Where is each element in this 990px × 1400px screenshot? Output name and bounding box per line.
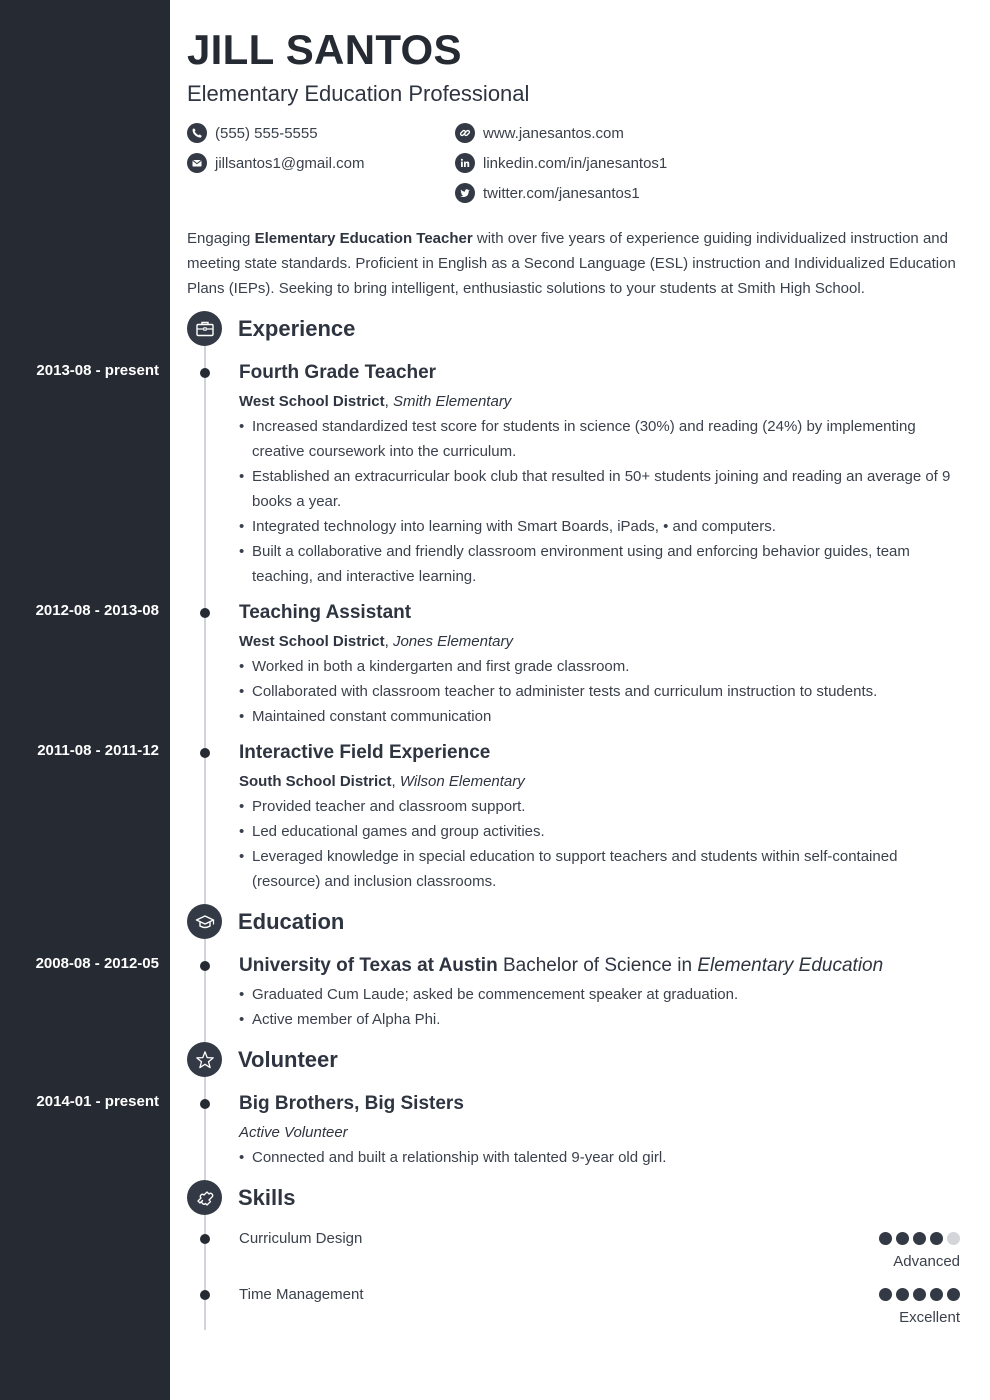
job-title: Fourth Grade Teacher (239, 362, 437, 383)
resume-title: Elementary Education Professional (187, 81, 530, 106)
timeline-line-experience (204, 345, 206, 905)
date-label: 2012-08 - 2013-08 (35, 602, 159, 619)
rating-dot (947, 1232, 960, 1245)
skill-level: Excellent (899, 1309, 960, 1326)
job-employer: West School District, Jones Elementary (239, 633, 513, 650)
volunteer-role (239, 1124, 348, 1141)
website-link[interactable]: www.janesantos.com (483, 124, 624, 142)
list-item: • Worked in both a kindergarten and first grade classroom. (239, 654, 964, 679)
summary-text-end: with over five years of experience guiding individualized instruction and meeting state standards. Proficient in English as a Second Language (ESL) instruction and Individualized Education Plans (IEPs). Seeking to bring intelligent, enthusiastic solutions to your students at Smith High School. (187, 230, 956, 297)
volunteer-org: Big Brothers, Big Sisters (239, 1093, 464, 1114)
education-bullets (239, 982, 964, 1032)
list-item: • Led educational games and group activities. (239, 819, 964, 844)
job-bullets (239, 414, 964, 589)
date-label: 2008-08 - 2012-05 (35, 955, 159, 972)
rating-dot (913, 1288, 926, 1301)
timeline-dot (200, 368, 210, 378)
resume-name: JILL SANTOS (187, 26, 462, 73)
job-title: Interactive Field Experience (239, 742, 491, 763)
volunteer-bullets (239, 1145, 964, 1170)
twitter-icon (455, 183, 475, 203)
list-item: • Collaborated with classroom teacher to administer tests and curriculum instruction to students. (239, 679, 964, 704)
date-label: 2011-08 - 2011-12 (37, 742, 159, 759)
link-icon (455, 123, 475, 143)
education-heading (239, 955, 883, 977)
rating-dot (896, 1288, 909, 1301)
puzzle-icon (187, 1180, 222, 1215)
timeline-line-education (204, 938, 206, 1042)
degree-field: Elementary Education (697, 955, 884, 976)
employer-location: Wilson Elementary (399, 773, 525, 790)
contact-twitter (455, 183, 640, 203)
list-item: • Integrated technology into learning with Smart Boards, iPads, • and computers. (239, 514, 964, 539)
timeline-line-skills (204, 1214, 206, 1330)
volunteer-role-text: Active Volunteer (239, 1124, 348, 1141)
phone-icon (187, 123, 207, 143)
job-employer: West School District, Smith Elementary (239, 393, 512, 410)
date-label: 2013-08 - present (36, 362, 159, 379)
degree-name: Bachelor of Science in (497, 955, 698, 976)
linkedin-icon (455, 153, 475, 173)
phone-text: (555) 555-5555 (215, 124, 318, 142)
summary-text-start: Engaging (187, 230, 255, 247)
timeline-dot (200, 961, 210, 971)
briefcase-icon (187, 311, 222, 346)
employer-name: West School District (239, 393, 385, 410)
envelope-icon (187, 153, 207, 173)
email-link[interactable]: jillsantos1@gmail.com (215, 154, 365, 172)
rating-dot (947, 1288, 960, 1301)
skill-name: Time Management (239, 1286, 364, 1303)
section-title-volunteer: Volunteer (238, 1047, 338, 1072)
sidebar (0, 0, 170, 1400)
employer-name: South School District (239, 773, 392, 790)
job-bullets (239, 794, 964, 894)
school-name: University of Texas at Austin (239, 955, 498, 976)
summary-highlight: Elementary Education Teacher (254, 230, 473, 247)
list-item: • Provided teacher and classroom support. (239, 794, 964, 819)
employer-location: Jones Elementary (392, 633, 513, 650)
twitter-link[interactable]: twitter.com/janesantos1 (483, 184, 640, 202)
summary (187, 226, 962, 301)
contact-email (187, 153, 364, 173)
star-icon (187, 1042, 222, 1077)
contact-website (455, 123, 624, 143)
list-item: • Increased standardized test score for students in science (30%) and reading (24%) by implementing creative coursework into the curriculum. (239, 414, 964, 464)
timeline-line-volunteer (204, 1076, 206, 1180)
list-item: • Leveraged knowledge in special education to support teachers and students within self-contained (resource) and inclusion classrooms. (239, 844, 964, 894)
job-employer: South School District, Wilson Elementary (239, 773, 525, 790)
section-title-education: Education (238, 909, 345, 934)
timeline-dot (200, 748, 210, 758)
contact-phone (187, 123, 318, 143)
list-item: • Maintained constant communication (239, 704, 964, 729)
rating-dot (879, 1232, 892, 1245)
employer-location: Smith Elementary (392, 393, 512, 410)
linkedin-link[interactable]: linkedin.com/in/janesantos1 (483, 154, 668, 172)
skill-level: Advanced (893, 1253, 960, 1270)
rating-dot (930, 1288, 943, 1301)
timeline-dot (200, 1234, 210, 1244)
contact-linkedin (455, 153, 667, 173)
date-label: 2014-01 - present (36, 1093, 159, 1110)
rating-dot (930, 1232, 943, 1245)
list-item: • Active member of Alpha Phi. (239, 1007, 964, 1032)
list-item: • Graduated Cum Laude; asked be commencement speaker at graduation. (239, 982, 964, 1007)
list-item: • Established an extracurricular book club that resulted in 50+ students joining and reading an average of 9 books a year. (239, 464, 964, 514)
list-item: • Built a collaborative and friendly classroom environment using and enforcing behavior guides, team teaching, and interactive learning. (239, 539, 964, 589)
graduation-cap-icon (187, 904, 222, 939)
job-title: Teaching Assistant (239, 602, 412, 623)
timeline-dot (200, 1290, 210, 1300)
skill-name: Curriculum Design (239, 1230, 363, 1247)
timeline-dot (200, 1099, 210, 1109)
section-title-skills: Skills (238, 1185, 296, 1210)
timeline-dot (200, 608, 210, 618)
section-title-experience: Experience (238, 316, 356, 341)
list-item: • Connected and built a relationship with talented 9-year old girl. (239, 1145, 964, 1170)
employer-name: West School District (239, 633, 385, 650)
job-bullets (239, 654, 964, 729)
skill-rating (879, 1232, 960, 1245)
rating-dot (913, 1232, 926, 1245)
rating-dot (879, 1288, 892, 1301)
rating-dot (896, 1232, 909, 1245)
skill-rating (879, 1288, 960, 1301)
